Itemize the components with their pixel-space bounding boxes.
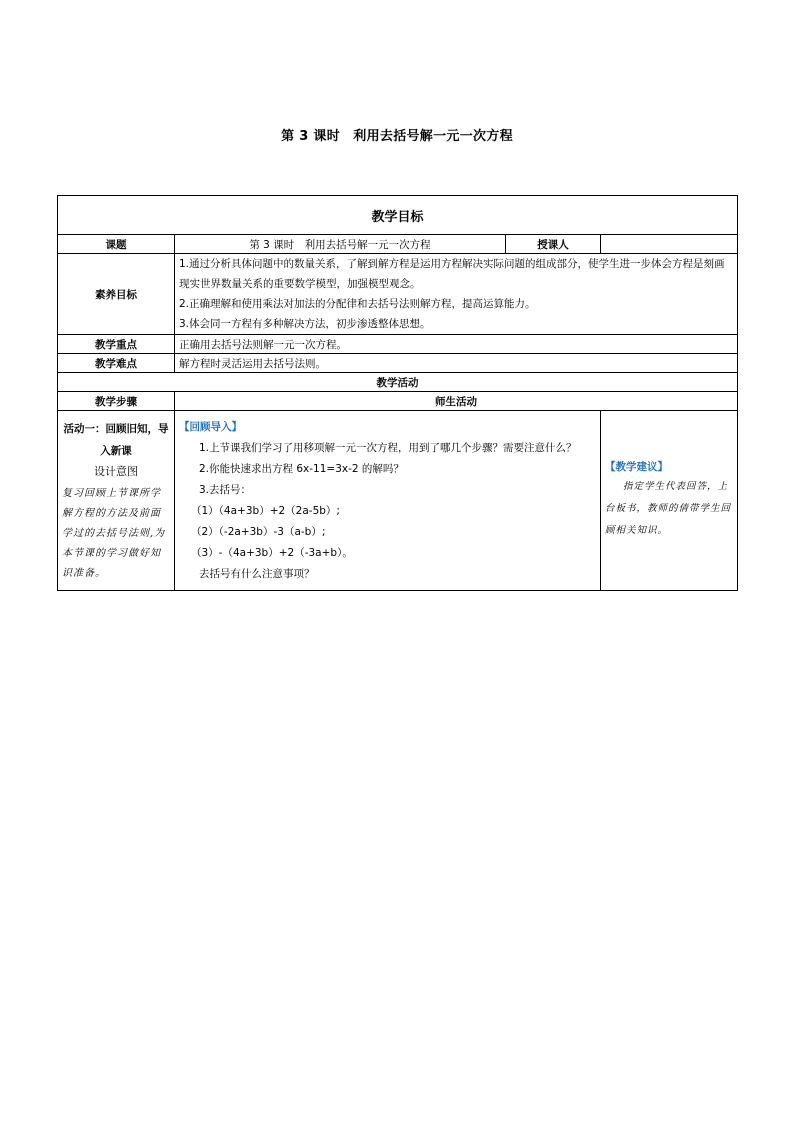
suggestion-text: 指定学生代表回答，上台板书，教师的倩带学生回顾相关知识。 bbox=[605, 481, 732, 536]
difficulty-value: 解方程时灵活运用去括号法则。 bbox=[175, 354, 738, 373]
activity1-content bbox=[175, 411, 601, 591]
topic-value: 第 3 课时 利用去括号解一元一次方程 bbox=[175, 235, 506, 254]
question-2: 2.你能快速求出方程 6x-11=3x-2 的解吗？ bbox=[199, 462, 404, 475]
question-4: 去括号有什么注意事项？ bbox=[199, 567, 315, 580]
difficulty-label: 教学难点 bbox=[58, 354, 175, 373]
teacher-label: 授课人 bbox=[506, 235, 601, 254]
activity-header: 教学活动 bbox=[58, 373, 738, 392]
teaching-suggestion bbox=[601, 411, 738, 591]
literacy-goals bbox=[175, 254, 738, 335]
expression-2: （2）（-2a+3b）-3（a-b）; bbox=[191, 525, 326, 538]
question-1: 1.上节课我们学习了用移项解一元一次方程，用到了哪几个步骤？需要注意什么？ bbox=[199, 441, 577, 454]
lesson-plan-table bbox=[57, 195, 738, 591]
goals-header: 教学目标 bbox=[58, 196, 738, 235]
literacy-item: 3.体会同一方程有多种解决方法，初步渗透整体思想。 bbox=[179, 318, 431, 330]
expression-1: （1）（4a+3b）+2（2a-5b）; bbox=[191, 504, 340, 517]
literacy-item: 2.正确理解和使用乘法对加法的分配律和去括号法则解方程，提高运算能力。 bbox=[179, 298, 536, 310]
key-point-value: 正确用去括号法则解一元一次方程。 bbox=[175, 335, 738, 354]
topic-label: 课题 bbox=[58, 235, 175, 254]
page-title: 第 3 课时 利用去括号解一元一次方程 bbox=[281, 129, 513, 144]
literacy-item: 1.通过分析具体问题中的数量关系，了解到解方程是运用方程解决实际问题的组成部分，使学生进一步体会方程是刻画现实世界数量关系的重要数学模型，加强模型观念。 bbox=[179, 258, 725, 290]
steps-header: 教学步骤 bbox=[58, 392, 175, 411]
expression-3: （3）-（4a+3b）+2（-3a+b）。 bbox=[191, 546, 353, 559]
activity1-title: 活动一：回顾旧知，导入新课 bbox=[63, 422, 169, 457]
key-point-label: 教学重点 bbox=[58, 335, 175, 354]
literacy-label: 素养目标 bbox=[58, 254, 175, 335]
design-intent-text: 复习回顾上节课所学解方程的方法及前面学过的去括号法则,为本节课的学习做好知识准备。 bbox=[62, 487, 166, 579]
suggestion-tag: 【教学建议】 bbox=[605, 461, 668, 473]
teacher-student-header: 师生活动 bbox=[175, 392, 738, 411]
question-3: 3.去括号： bbox=[199, 483, 252, 496]
review-tag: 【回顾导入】 bbox=[179, 420, 242, 433]
design-intent-label: 设计意图 bbox=[94, 464, 138, 478]
teacher-value bbox=[601, 235, 738, 254]
activity1-steps bbox=[58, 411, 175, 591]
